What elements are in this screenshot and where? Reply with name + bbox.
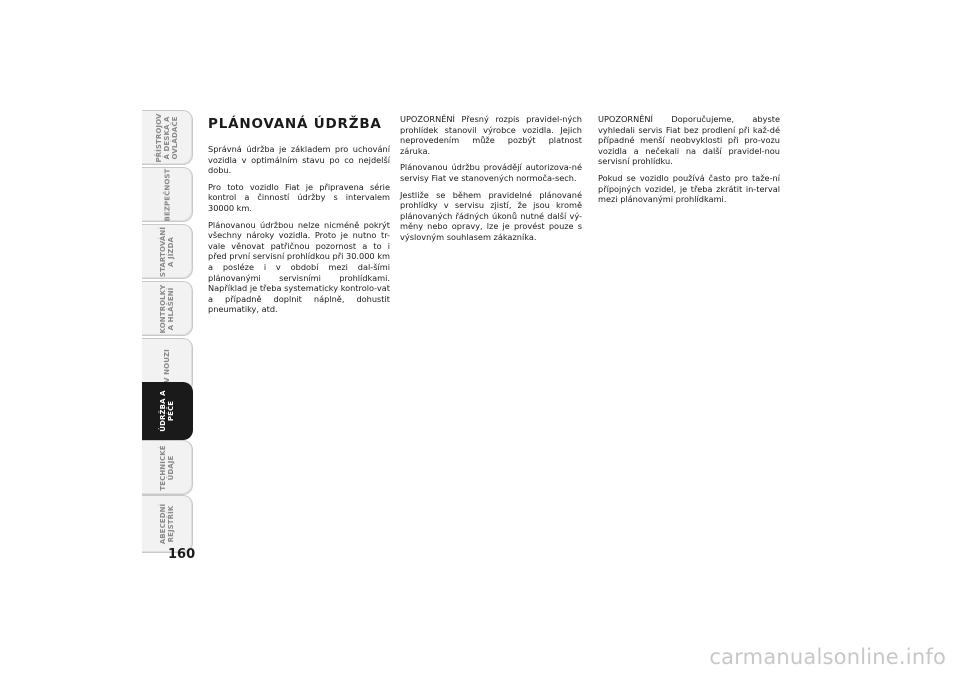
paragraph: Jestliže se během pravidelné plánované prohlídky v servisu zjistí, že jsou kromě plánovaných řádných úkonů nutné další vý-měny nebo opravy, lze je provést pouze s výslovným souhlasem zákazníka. bbox=[400, 189, 582, 242]
tab-label: ÚDRŽBA A PÉČE bbox=[159, 390, 175, 432]
tab-label: BEZPEČNOST bbox=[163, 168, 171, 221]
tab-abecedni-rejstrik[interactable] bbox=[142, 495, 193, 553]
tab-label: V NOUZI bbox=[163, 348, 171, 383]
tab-label: TECHNICKÉ ÚDAJE bbox=[159, 444, 175, 491]
paragraph: Plánovanou údržbu provádějí autorizova-né servisy Fiat ve stanovených normoča-sech. bbox=[400, 162, 582, 183]
paragraph: Správná údržba je základem pro uchování vozidla v optimálním stavu po co nejdelší dobu. bbox=[208, 144, 390, 176]
tab-udrzba-active[interactable] bbox=[142, 382, 193, 440]
column-2 bbox=[400, 114, 582, 249]
tab-startovani[interactable] bbox=[142, 224, 193, 279]
paragraph: Pro toto vozidlo Fiat je připravena série kontrol a činností údržby s intervalem 30000 km. bbox=[208, 181, 390, 213]
page-number: 160 bbox=[168, 547, 196, 562]
column-3 bbox=[598, 114, 780, 211]
section-heading: PLÁNOVANÁ ÚDRŽBA bbox=[208, 116, 382, 132]
paragraph: Plánovanou údržbou nelze nicméně pokrýt všechny nároky vozidla. Proto je nutno tr-vale věnovat patřičnou pozornost a to i před první servisní prohlídkou při 30.000 km a posléze i v období mezi dal-šími plánovanými servisními prohlídkami. Například je třeba systematicky kontrolo-vat a případně doplnit náplně, dohustit pneumatiky, atd. bbox=[208, 219, 390, 315]
paragraph: Pokud se vozidlo používá často pro taže-ní přípojných vozidel, je třeba zkrátit in-terval mezi plánovanými prohlídkami. bbox=[598, 172, 780, 205]
tab-label: PŘÍSTROJOV Á DESKA A OVLÁDAČE bbox=[155, 112, 179, 163]
tab-label: ABECEDNÍ REJSTŘÍK bbox=[159, 503, 175, 545]
tab-technicke-udaje[interactable] bbox=[142, 440, 193, 495]
paragraph: UPOZORNĚNÍ Doporučujeme, abyste vyhledali servis Fiat bez prodlení při kaž-dé případné menší neobvyklosti při pro-vozu vozidla a nečekali na další pravidel-nou servisní prohlídku. bbox=[598, 114, 780, 167]
tab-pristrojova-deska[interactable] bbox=[142, 110, 193, 165]
watermark: carmanualsonline.info bbox=[709, 645, 946, 669]
tab-kontrolky[interactable] bbox=[142, 281, 193, 336]
column-1 bbox=[208, 112, 390, 321]
paragraph: UPOZORNĚNÍ Přesný rozpis pravidel-ných prohlídek stanovil výrobce vozidla. Jejich neprovedením může pozbýt platnost záruka. bbox=[400, 114, 582, 156]
tab-label: STARTOVÁNÍ A JÍZDA bbox=[159, 226, 176, 277]
tab-bezpecnost[interactable] bbox=[142, 167, 193, 222]
tab-label: KONTROLKY A HLÁŠENÍ bbox=[159, 284, 175, 333]
